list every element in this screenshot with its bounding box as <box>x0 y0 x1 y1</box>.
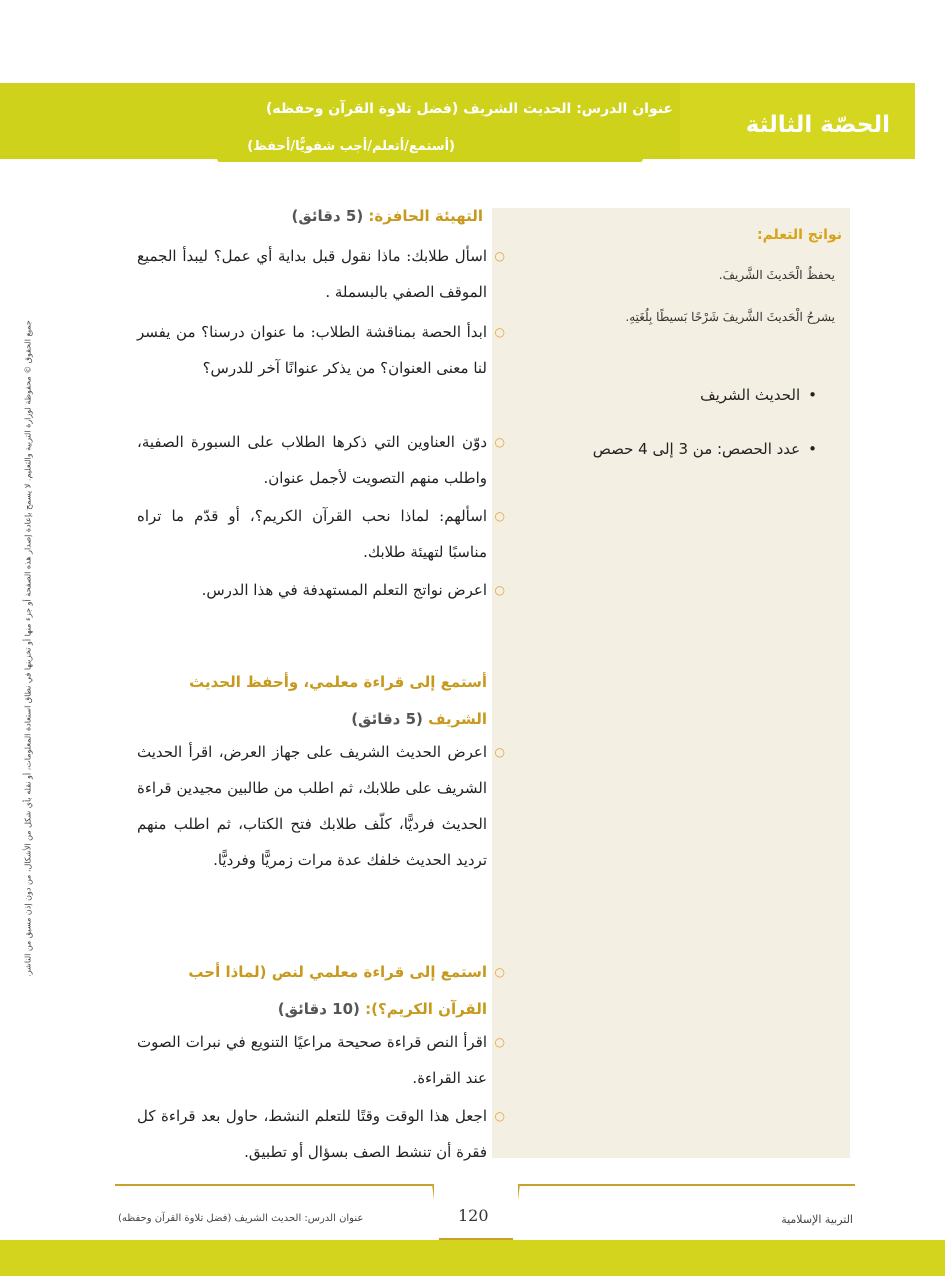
lesson-skills: (أستمع/أتعلم/أجب شفويًّا/أحفظ) <box>247 139 455 154</box>
item-text: ابدأ الحصة بمناقشة الطلاب: ما عنوان درسنا؟ من يفسر لنا معنى العنوان؟ من يذكر عنوانًا آخر للدرس؟ <box>137 323 487 377</box>
copyright-notice <box>22 290 34 1010</box>
ring-bullet-icon: ○ <box>494 435 505 449</box>
item-text: اقرأ النص قراءة صحيحة مراعيًا التنويع في نبرات الصوت عند القراءة. <box>137 1033 487 1087</box>
lesson-number: الحصّة الثالثة <box>745 112 890 138</box>
ring-bullet-icon: ○ <box>494 509 505 523</box>
text-heading <box>137 954 505 1028</box>
outcomes-panel <box>492 208 850 1158</box>
listen-title: أستمع إلى قراءة معلمي، وأحفظ الحديث الشريف <box>189 673 487 728</box>
listen-item <box>137 734 505 878</box>
item-text: اعرض الحديث الشريف على جهاز العرض، اقرأ الحديث الشريف على طلابك، ثم اطلب من طالبين مجيدين قراءة الحديث فرديًّا، كلّف طلابك فتح الكتاب، ثم اطلب منهم ترديد الحديث خلفك عدة مرات زمريًّا وفرديًّا. <box>137 743 487 869</box>
info-item-topic <box>700 386 817 404</box>
footer-subject: التربية الإسلامية <box>781 1213 853 1226</box>
lesson-title: عنوان الدرس: الحديث الشريف (فضل تلاوة القرآن وحفظه) <box>266 101 673 117</box>
bullet-dot-icon: • <box>808 440 817 458</box>
item-text: دوّن العناوين التي ذكرها الطلاب على السبورة الصفية، واطلب منهم التصويت لأجمل عنوان. <box>137 433 487 487</box>
footer-lesson: عنوان الدرس: الحديث الشريف (فضل تلاوة القرآن وحفظه) <box>118 1213 364 1224</box>
text-title: استمع إلى قراءة معلمي لنص (لماذا أحب القرآن الكريم؟): <box>188 963 487 1018</box>
text-item <box>137 1024 505 1096</box>
warmup-item <box>137 314 505 386</box>
item-text: اعرض نواتج التعلم المستهدفة في هذا الدرس. <box>201 581 487 599</box>
listen-heading <box>135 664 487 738</box>
info-item-sessions <box>593 440 817 458</box>
text-item <box>137 1098 505 1170</box>
text-time: (10 دقائق) <box>277 1000 360 1018</box>
page-number: 120 <box>458 1206 489 1225</box>
ring-bullet-icon: ○ <box>494 325 505 339</box>
outcome-item: يشرحُ الْحَديثَ الشَّريفَ شَرْحًا بَسيطًا بِلُغَتِهِ. <box>625 310 835 324</box>
info-text: عدد الحصص: من 3 إلى 4 حصص <box>592 440 801 458</box>
warmup-title: التهيئة الحافزة: <box>368 207 483 225</box>
warmup-item <box>137 498 505 570</box>
ring-bullet-icon: ○ <box>494 1035 505 1049</box>
warmup-item <box>137 572 505 608</box>
ring-bullet-icon: ○ <box>494 745 505 759</box>
info-text: الحديث الشريف <box>700 386 801 404</box>
listen-time: (5 دقائق) <box>351 710 423 728</box>
ring-bullet-icon: ○ <box>494 965 505 979</box>
copyright-text: جميع الحقوق © محفوظة لوزارة التربية والتعليم. لا يسمح بإعادة إصدار هذه الصفحة أو جزء منها أو تخزينها في نطاق استعادة المعلومات، أو نقله بأي شكل من الأشكال، من دون إذن مسبق من الناشر. <box>23 320 33 977</box>
outcomes-title: نواتج التعلم: <box>756 227 842 243</box>
ring-bullet-icon: ○ <box>494 249 505 263</box>
bullet-dot-icon: • <box>808 386 817 404</box>
warmup-time: (5 دقائق) <box>291 207 364 225</box>
item-text: اسأل طلابك: ماذا نقول قبل بداية أي عمل؟ ليبدأ الجميع الموقف الصفي بالبسملة . <box>137 247 487 301</box>
outcome-item: يحفظُ الْحَديثَ الشَّريفَ. <box>718 268 835 282</box>
item-text: اجعل هذا الوقت وقتًا للتعلم النشط، حاول بعد قراءة كل فقرة أن تنشط الصف بسؤال أو تطبيق. <box>137 1107 487 1161</box>
warmup-item <box>137 424 505 496</box>
warmup-item <box>137 238 505 310</box>
ring-bullet-icon: ○ <box>494 583 505 597</box>
ring-bullet-icon: ○ <box>494 1109 505 1123</box>
item-text: اسألهم: لماذا نحب القرآن الكريم؟، أو قدّم ما تراه مناسبًا لتهيئة طلابك. <box>137 507 487 561</box>
warmup-heading <box>291 207 483 225</box>
bottom-decorative-strip <box>0 1240 945 1276</box>
